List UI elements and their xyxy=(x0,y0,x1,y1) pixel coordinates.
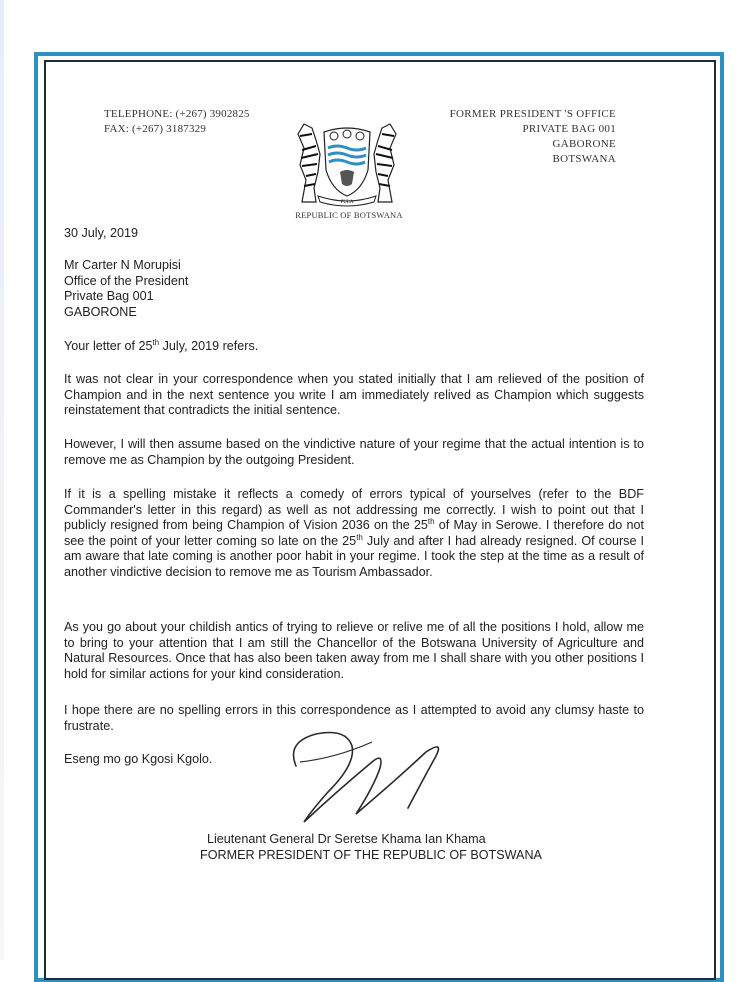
page-edge xyxy=(0,0,4,960)
recipient-line: Mr Carter N Morupisi xyxy=(64,258,181,272)
fax-line: FAX: (+267) 3187329 xyxy=(104,123,207,135)
paragraph-4: As you go about your childish antics of trying to relieve or relive me of all the positions I hold, allow me to bring to your attention that I am still the Chancellor of the Botswana University of Agriculture and Natural Resources. Once that has also been taken away from me I shall share with you other positions I hold for similar actions for your kind consideration. xyxy=(64,620,644,681)
letter-date: 30 July, 2019 xyxy=(64,226,138,240)
recipient-line: Office of the President xyxy=(64,273,189,288)
paragraph-2: However, I will then assume based on the vindictive nature of your regime that the actual intention is to remove me as Champion by the outgoing President. xyxy=(64,437,644,467)
closing-line: Eseng mo go Kgosi Kgolo. xyxy=(64,752,213,766)
recipient-line: GABORONE xyxy=(64,304,137,319)
paragraph-1: It was not clear in your correspondence when you stated initially that I am relieved of the position of Champion and in the next sentence you write I am immediately relived as Champion which suggests reinstatement that contradicts the initial sentence. xyxy=(64,372,644,418)
zebra-left-icon xyxy=(298,124,320,202)
signatory-name: Lieutenant General Dr Seretse Khama Ian Khama xyxy=(207,832,486,846)
zebra-right-icon xyxy=(374,124,396,202)
office-line: GABORONE xyxy=(552,138,616,150)
handwritten-signature xyxy=(276,722,466,832)
recipient-line: Private Bag 001 xyxy=(64,289,154,304)
telephone-line: TELEPHONE: (+267) 3902825 xyxy=(104,108,250,120)
office-line: BOTSWANA xyxy=(552,153,616,165)
reference-line: Your letter of 25th July, 2019 refers. xyxy=(64,337,259,353)
office-line: FORMER PRESIDENT 'S OFFICE xyxy=(449,108,616,120)
letterhead-contacts xyxy=(104,107,250,137)
paragraph-5: I hope there are no spelling errors in this correspondence as I attempted to avoid any clumsy haste to frustrate. xyxy=(64,703,644,733)
signatory-title: FORMER PRESIDENT OF THE REPUBLIC OF BOTSWANA xyxy=(200,847,542,862)
shield-icon xyxy=(324,128,370,196)
recipient-address xyxy=(64,258,644,320)
office-line: PRIVATE BAG 001 xyxy=(522,123,616,135)
signature-block xyxy=(200,832,560,863)
letterhead-address xyxy=(450,107,616,167)
paragraph-3: If it is a spelling mistake it reflects a comedy of errors typical of yourselves (refer to the BDF Commander's letter in this regard) as well as not addressing me correctly. I wish to point out that I publicly resigned from being Champion of Vision 2036 on the 25th of May in Serowe. I therefore do not see the point of your letter coming so late on the 25th July and after I had already resigned. Of course I am aware that late coming is another poor habit in your regime. I took the step at the time as a result of another vindictive decision to remove me as Tourism Ambassador. xyxy=(64,487,644,579)
motto-text: PULA xyxy=(340,200,354,205)
crest-caption: REPUBLIC OF BOTSWANA xyxy=(295,210,403,220)
coat-of-arms-emblem xyxy=(282,110,412,210)
